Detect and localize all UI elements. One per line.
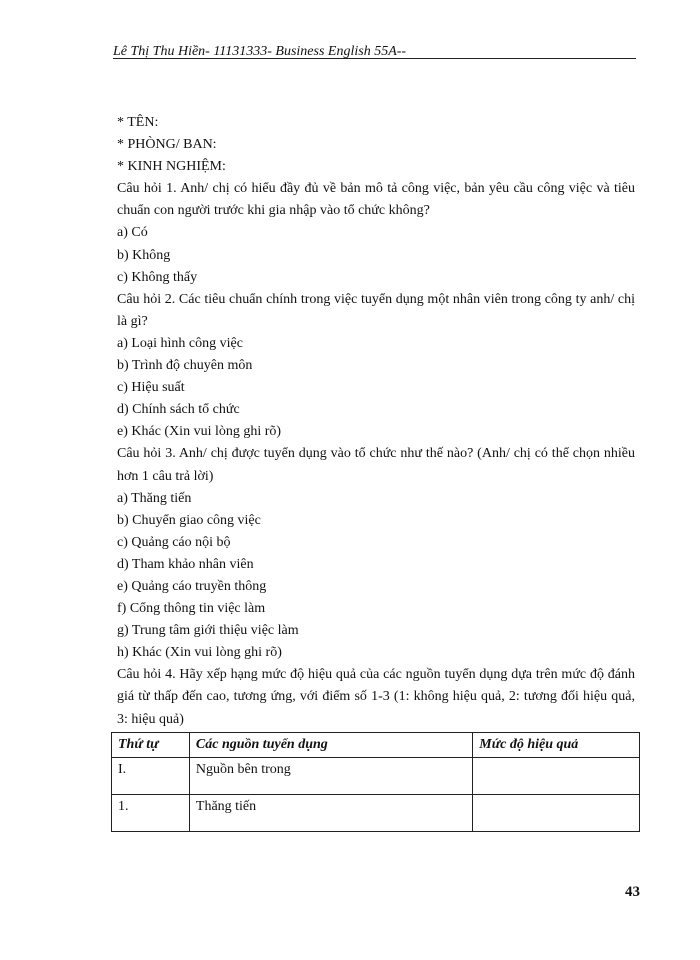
cell-effectiveness bbox=[473, 795, 640, 832]
questionnaire-body bbox=[117, 112, 635, 731]
text-line: c) Không thấy bbox=[117, 269, 198, 285]
text-line: b) Chuyển giao công việc bbox=[117, 512, 261, 528]
table-row bbox=[112, 795, 640, 832]
running-header: Lê Thị Thu Hiền- 11131333- Business English 55A-- bbox=[113, 44, 407, 59]
text-line: f) Cổng thông tin việc làm bbox=[117, 601, 266, 617]
question-paragraph: Câu hỏi 3. Anh/ chị được tuyển dụng vào tổ chức như thế nào? (Anh/ chị có thể chọn nhiều hơn 1 câu trả lời) bbox=[117, 446, 635, 484]
table-header-row bbox=[112, 733, 640, 758]
text-line: a) Thăng tiến bbox=[117, 490, 192, 506]
text-line: d) Chính sách tổ chức bbox=[117, 402, 240, 418]
text-line: e) Khác (Xin vui lòng ghi rõ) bbox=[117, 424, 282, 440]
text-line: c) Hiệu suất bbox=[117, 380, 185, 396]
text-line: h) Khác (Xin vui lòng ghi rõ) bbox=[117, 645, 282, 661]
cell-order: 1. bbox=[112, 795, 190, 832]
header-rule bbox=[113, 58, 636, 59]
text-line: g) Trung tâm giới thiệu việc làm bbox=[117, 623, 299, 639]
column-header-effectiveness: Mức độ hiệu quả bbox=[473, 733, 640, 758]
ranking-table bbox=[111, 732, 640, 832]
question-paragraph: Câu hỏi 1. Anh/ chị có hiểu đầy đủ về bản mô tả công việc, bản yêu cầu công việc và tiêu chuẩn con người trước khi gia nhập vào tổ chức không? bbox=[117, 181, 635, 219]
cell-source: Thăng tiến bbox=[189, 795, 472, 832]
text-line: e) Quảng cáo truyền thông bbox=[117, 578, 267, 594]
text-line: * PHÒNG/ BAN: bbox=[117, 137, 217, 153]
text-line: c) Quảng cáo nội bộ bbox=[117, 534, 231, 550]
text-line: a) Có bbox=[117, 225, 148, 241]
column-header-order: Thứ tự bbox=[112, 733, 190, 758]
text-line: d) Tham khảo nhân viên bbox=[117, 556, 254, 572]
cell-effectiveness bbox=[473, 758, 640, 795]
table-section-row bbox=[112, 758, 640, 795]
cell-order: I. bbox=[112, 758, 190, 795]
cell-source: Nguồn bên trong bbox=[189, 758, 472, 795]
text-line: a) Loại hình công việc bbox=[117, 335, 243, 351]
text-line: b) Trình độ chuyên môn bbox=[117, 358, 253, 374]
column-header-sources: Các nguồn tuyển dụng bbox=[189, 733, 472, 758]
question-paragraph: Câu hỏi 4. Hãy xếp hạng mức độ hiệu quả của các nguồn tuyển dụng dựa trên mức độ đánh giá từ thấp đến cao, tương ứng, với điểm số 1-3 (1: không hiệu quả, 2: tương đối hiệu quả, 3: hiệu quả) bbox=[117, 667, 635, 727]
text-line: * KINH NGHIỆM: bbox=[117, 159, 226, 175]
page-number: 43 bbox=[625, 884, 640, 900]
text-line: b) Không bbox=[117, 247, 171, 263]
question-paragraph: Câu hỏi 2. Các tiêu chuẩn chính trong việc tuyển dụng một nhân viên trong công ty anh/ chị là gì? bbox=[117, 291, 635, 329]
text-line: * TÊN: bbox=[117, 115, 159, 130]
